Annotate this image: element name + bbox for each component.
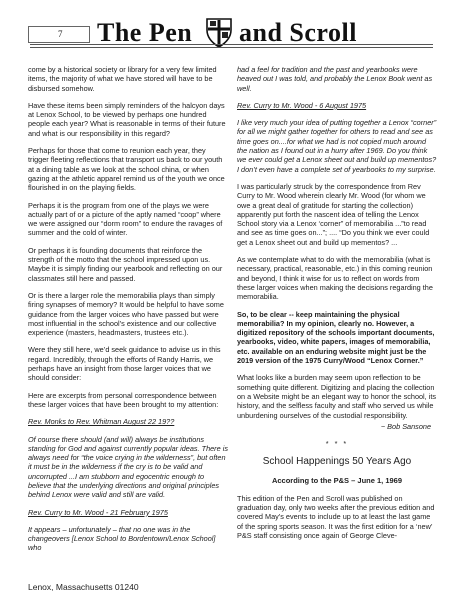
section-title: School Happenings 50 Years Ago (262, 456, 412, 468)
paragraph: I was particularly struck by the correspondence from Rev Curry to Mr. Wood wherein clearly Mr. Wood (for whom we owe a great deal of gratitude for starting the collection) apparently put forth the nascent idea of telling the Lenox School story via a Lenox ‘corner” of memorabilia ...”to read and see as time goes on...”; .... “Do you think we ever could get a Lenox sheet out and build up mementos? ... (237, 181, 430, 247)
section-divider: * * * (325, 439, 349, 449)
paragraph: Perhaps for those that come to reunion each year, they trigger fleeting reflections that transport us back to our youth at a dining table as we look at the school china, or when gazing at the athletic apparel remind us of the youth we once flourished in on the playing fields. (28, 146, 225, 193)
page-number: 7 (28, 26, 90, 43)
paragraph: Or is there a larger role the memorabilia plays than simply firing synapses of memory? It would be helpful to have some guidance from the larger voices who have passed but were most influential in the school’s existence and our collective experience (masters, headmasters, trustees etc.). (28, 290, 224, 338)
letter-heading: Rev. Curry to Mr. Wood - 6 August 1975 (237, 100, 367, 110)
paragraph: Perhaps it is the program from one of the plays we were actually part of or a picture of the aptly named “coop” where we were assigned our “dorm room” to endure the ravages of summer and the cold of winter. (28, 200, 223, 238)
masthead-title-right: and Scroll (239, 18, 357, 47)
paragraph: Here are excerpts from personal correspondence between these larger voices that have been brought to my attention: (28, 390, 219, 409)
section-subtitle: According to the P&S – June 1, 1969 (271, 476, 403, 486)
left-column (28, 65, 228, 561)
letter-quote: Of course there should (and will) always be institutions standing for God and against currently popular ideas. There is always need for “the voice crying in the wilderness”, but often it must be in the wilderness if the cry is to be valid and uncorrupted ...I am stubborn and egocentric enough to believe that the underlying directions and original principles behind Lenox were valid and still are valid. (28, 434, 228, 500)
paragraph: This edition of the Pen and Scroll was published on graduation day, only two weeks after the previous edition and covered May’s events to include up to at least the last game of the spring sports season. It was the first edition for a ‘new’ P&S staff consisting once again of George Cleve- (237, 493, 435, 540)
paragraph: Or perhaps it is founding documents that reinforce the strength of the motto that the school impressed upon us. Maybe it is simply finding our yearbook and reflecting on our classmates still here and passed. (28, 245, 223, 283)
letter-quote: I like very much your idea of putting together a Lenox “corner” for all we might gather together for others to read and see as time goes on....for what we had is not copied much around the nation as I found out in a hurry after 1969. Do you think we ever could get a Lenox sheet out and build up mementos? I don’t even have a complete set of yearbooks to my surprise. (237, 118, 437, 174)
footer-location: Lenox, Massachusetts 01240 (28, 582, 139, 592)
masthead-rule (30, 44, 433, 45)
masthead (0, 0, 463, 60)
letter-heading: Rev. Monks to Rev. Whitman August 22 19?? (28, 417, 175, 427)
paragraph: What looks like a burden may seem upon reflection to be something quite different. Digitizing and placing the collection on a Website might be an elegant way to honor the school, its history, and the selfless faculty and staff who served us while unburdening ourselves of the custodial responsibility. (237, 373, 437, 420)
right-column (237, 65, 437, 548)
letter-quote: It appears – unfortunately – that no one was in the changeovers [Lenox School to Bordentown/Lenox School] who (28, 524, 216, 553)
masthead-rule (30, 47, 433, 48)
masthead-title-left: The Pen (97, 18, 193, 47)
letter-heading: Rev. Curry to Mr. Wood - 21 February 1975 (28, 507, 168, 517)
bold-paragraph: So, to be clear -- keep maintaining the physical memorabilia? In my opinion, clearly no. However, a digitized repository of the schools important documents, yearbooks, video, white papers, images of memorabilia, etc. available on an enduring website might just be the 2019 version of the 1975 Curry/Wood “Lenox Corner.” (237, 309, 435, 366)
paragraph: come by a historical society or library for a very few limited items, the majority of what we have stored will have to be disbursed somehow. (28, 65, 217, 93)
paragraph: Were they still here, we’d seek guidance to advise us in this regard. Incredibly, through the efforts of Randy Harris, we perhaps have an insight from those larger voices that we should consider: (28, 345, 221, 383)
paragraph: Have these items been simply reminders of the halcyon days at Lenox School, to be viewed by perhaps one hundred people each year? What is reasonable in terms of their future and what is our responsibility in this regard? (28, 100, 226, 138)
signature: ~ Bob Sansone (380, 421, 431, 431)
paragraph: As we contemplate what to do with the memorabilia (what is necessary, practical, reasonable, etc.) in this coming reunion and beyond, I think it wise for us to reflect on words from these larger voices when making the decisions regarding the memorabilia. (237, 255, 433, 302)
letter-quote: had a feel for tradition and the past and yearbooks were heaved out I was told, and probably the Lenox Book went as well. (237, 65, 433, 93)
